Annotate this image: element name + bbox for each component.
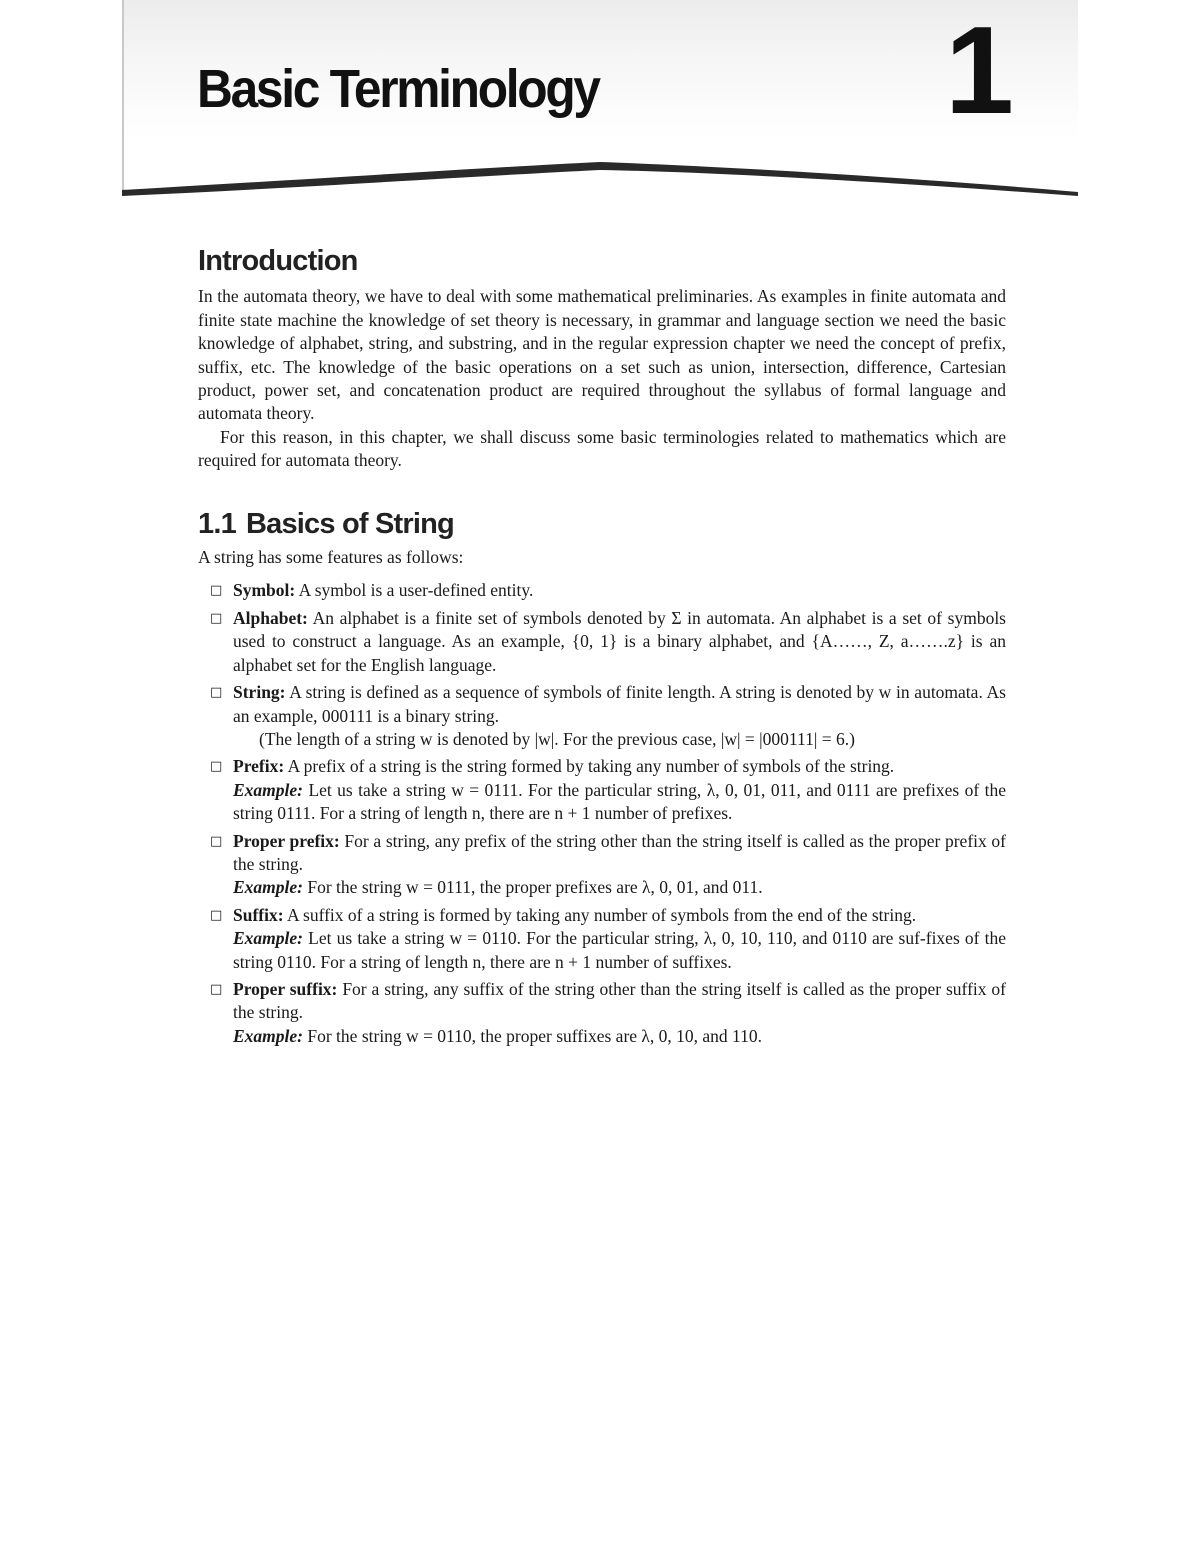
example-line xyxy=(233,927,1006,974)
term-definition: For a string, any prefix of the string other than the string itself is called as the proper prefix of the string. xyxy=(233,830,1007,874)
example-label: Example: xyxy=(233,928,303,949)
square-bullet-icon: □ xyxy=(210,685,223,701)
list-item-suffix xyxy=(198,904,1006,974)
example-text: For the string w = 0111, the proper prefixes are λ, 0, 01, and 011. xyxy=(307,877,763,898)
list-item-proper-prefix xyxy=(198,830,1006,900)
list-item-string xyxy=(198,681,1006,751)
intro-paragraph-1: In the automata theory, we have to deal with some mathematical preliminaries. As examples in finite automata and finite state machine the knowledge of set theory is necessary, in grammar and language section we need the basic knowledge of alphabet, string, and substring, and in the regular expression chapter we need the concept of prefix, suffix, etc. The knowledge of the basic operations on a set such as union, intersection, difference, Cartesian product, power set, and concatenation product are required throughout the syllabus of formal language and automata theory. xyxy=(198,286,1006,424)
section-title: Basics of String xyxy=(246,507,454,540)
term-label: Proper prefix: xyxy=(233,830,340,851)
example-label: Example: xyxy=(233,1025,303,1046)
term-definition: A prefix of a string is the string formed by taking any number of symbols of the string. xyxy=(287,756,895,777)
term-definition: A string is defined as a sequence of symbols of finite length. A string is denoted by w in automata. As an example, 000111 is a binary string. xyxy=(233,682,1006,726)
example-line xyxy=(233,1025,1006,1048)
list-item-prefix xyxy=(198,755,1006,825)
term-label: Proper suffix: xyxy=(233,978,338,999)
introduction-heading: Introduction xyxy=(198,245,358,277)
term-definition: For a string, any suffix of the string other than the string itself is called as the proper suffix of the string. xyxy=(233,978,1007,1023)
square-bullet-icon: □ xyxy=(210,833,223,849)
list-item-proper-suffix xyxy=(198,978,1006,1048)
example-text: Let us take a string w = 0111. For the particular string, λ, 0, 01, 011, and 0111 are prefixes of the string 0111. For a string of length n, there are n + 1 number of prefixes. xyxy=(233,779,1007,824)
term-label: Alphabet: xyxy=(233,607,308,628)
term-definition: A suffix of a string is formed by taking any number of symbols from the end of the string. xyxy=(286,904,917,925)
square-bullet-icon: □ xyxy=(210,907,223,923)
list-item-alphabet xyxy=(198,607,1006,677)
term-label: Prefix: xyxy=(233,756,285,777)
term-definition: An alphabet is a finite set of symbols denoted by Σ in automata. An alphabet is a set of symbols used to construct a language. As an example, {0, 1} is a binary alphabet, and {A……, Z, a…….z} is an alphabet set for the English language. xyxy=(233,607,1006,675)
example-line xyxy=(233,876,1006,899)
square-bullet-icon: □ xyxy=(210,610,223,626)
square-bullet-icon: □ xyxy=(210,583,223,599)
chapter-number: 1 xyxy=(945,2,1014,140)
string-length-note: (The length of a string w is denoted by |w|. For the previous case, |w| = |000111| = 6.) xyxy=(259,728,855,749)
example-text: For the string w = 0110, the proper suffixes are λ, 0, 10, and 110. xyxy=(307,1025,763,1046)
header-swoosh-divider xyxy=(118,150,1082,206)
intro-paragraph-2: For this reason, in this chapter, we shall discuss some basic terminologies related to mathematics which are required for automata theory. xyxy=(198,426,1006,471)
square-bullet-icon: □ xyxy=(210,981,223,997)
section-lead: A string has some features as follows: xyxy=(198,547,464,568)
term-label: String: xyxy=(233,682,286,703)
section-number: 1.1 xyxy=(198,507,236,540)
term-label: Symbol: xyxy=(233,580,296,601)
square-bullet-icon: □ xyxy=(210,759,223,775)
example-label: Example: xyxy=(233,877,303,898)
list-item-symbol xyxy=(198,579,1006,602)
string-features-list xyxy=(198,579,1006,1048)
example-label: Example: xyxy=(233,779,303,800)
chapter-title: Basic Terminology xyxy=(197,59,599,119)
section-heading xyxy=(198,507,1006,540)
example-line xyxy=(233,779,1006,826)
example-text: Let us take a string w = 0110. For the particular string, λ, 0, 10, 110, and 0110 are suf-fixes of the string 0110. For a string of length n, there are n + 1 number of suffixes. xyxy=(233,928,1007,972)
term-label: Suffix: xyxy=(233,904,284,925)
page-content xyxy=(198,245,1007,1052)
term-definition: A symbol is a user-defined entity. xyxy=(298,580,534,601)
